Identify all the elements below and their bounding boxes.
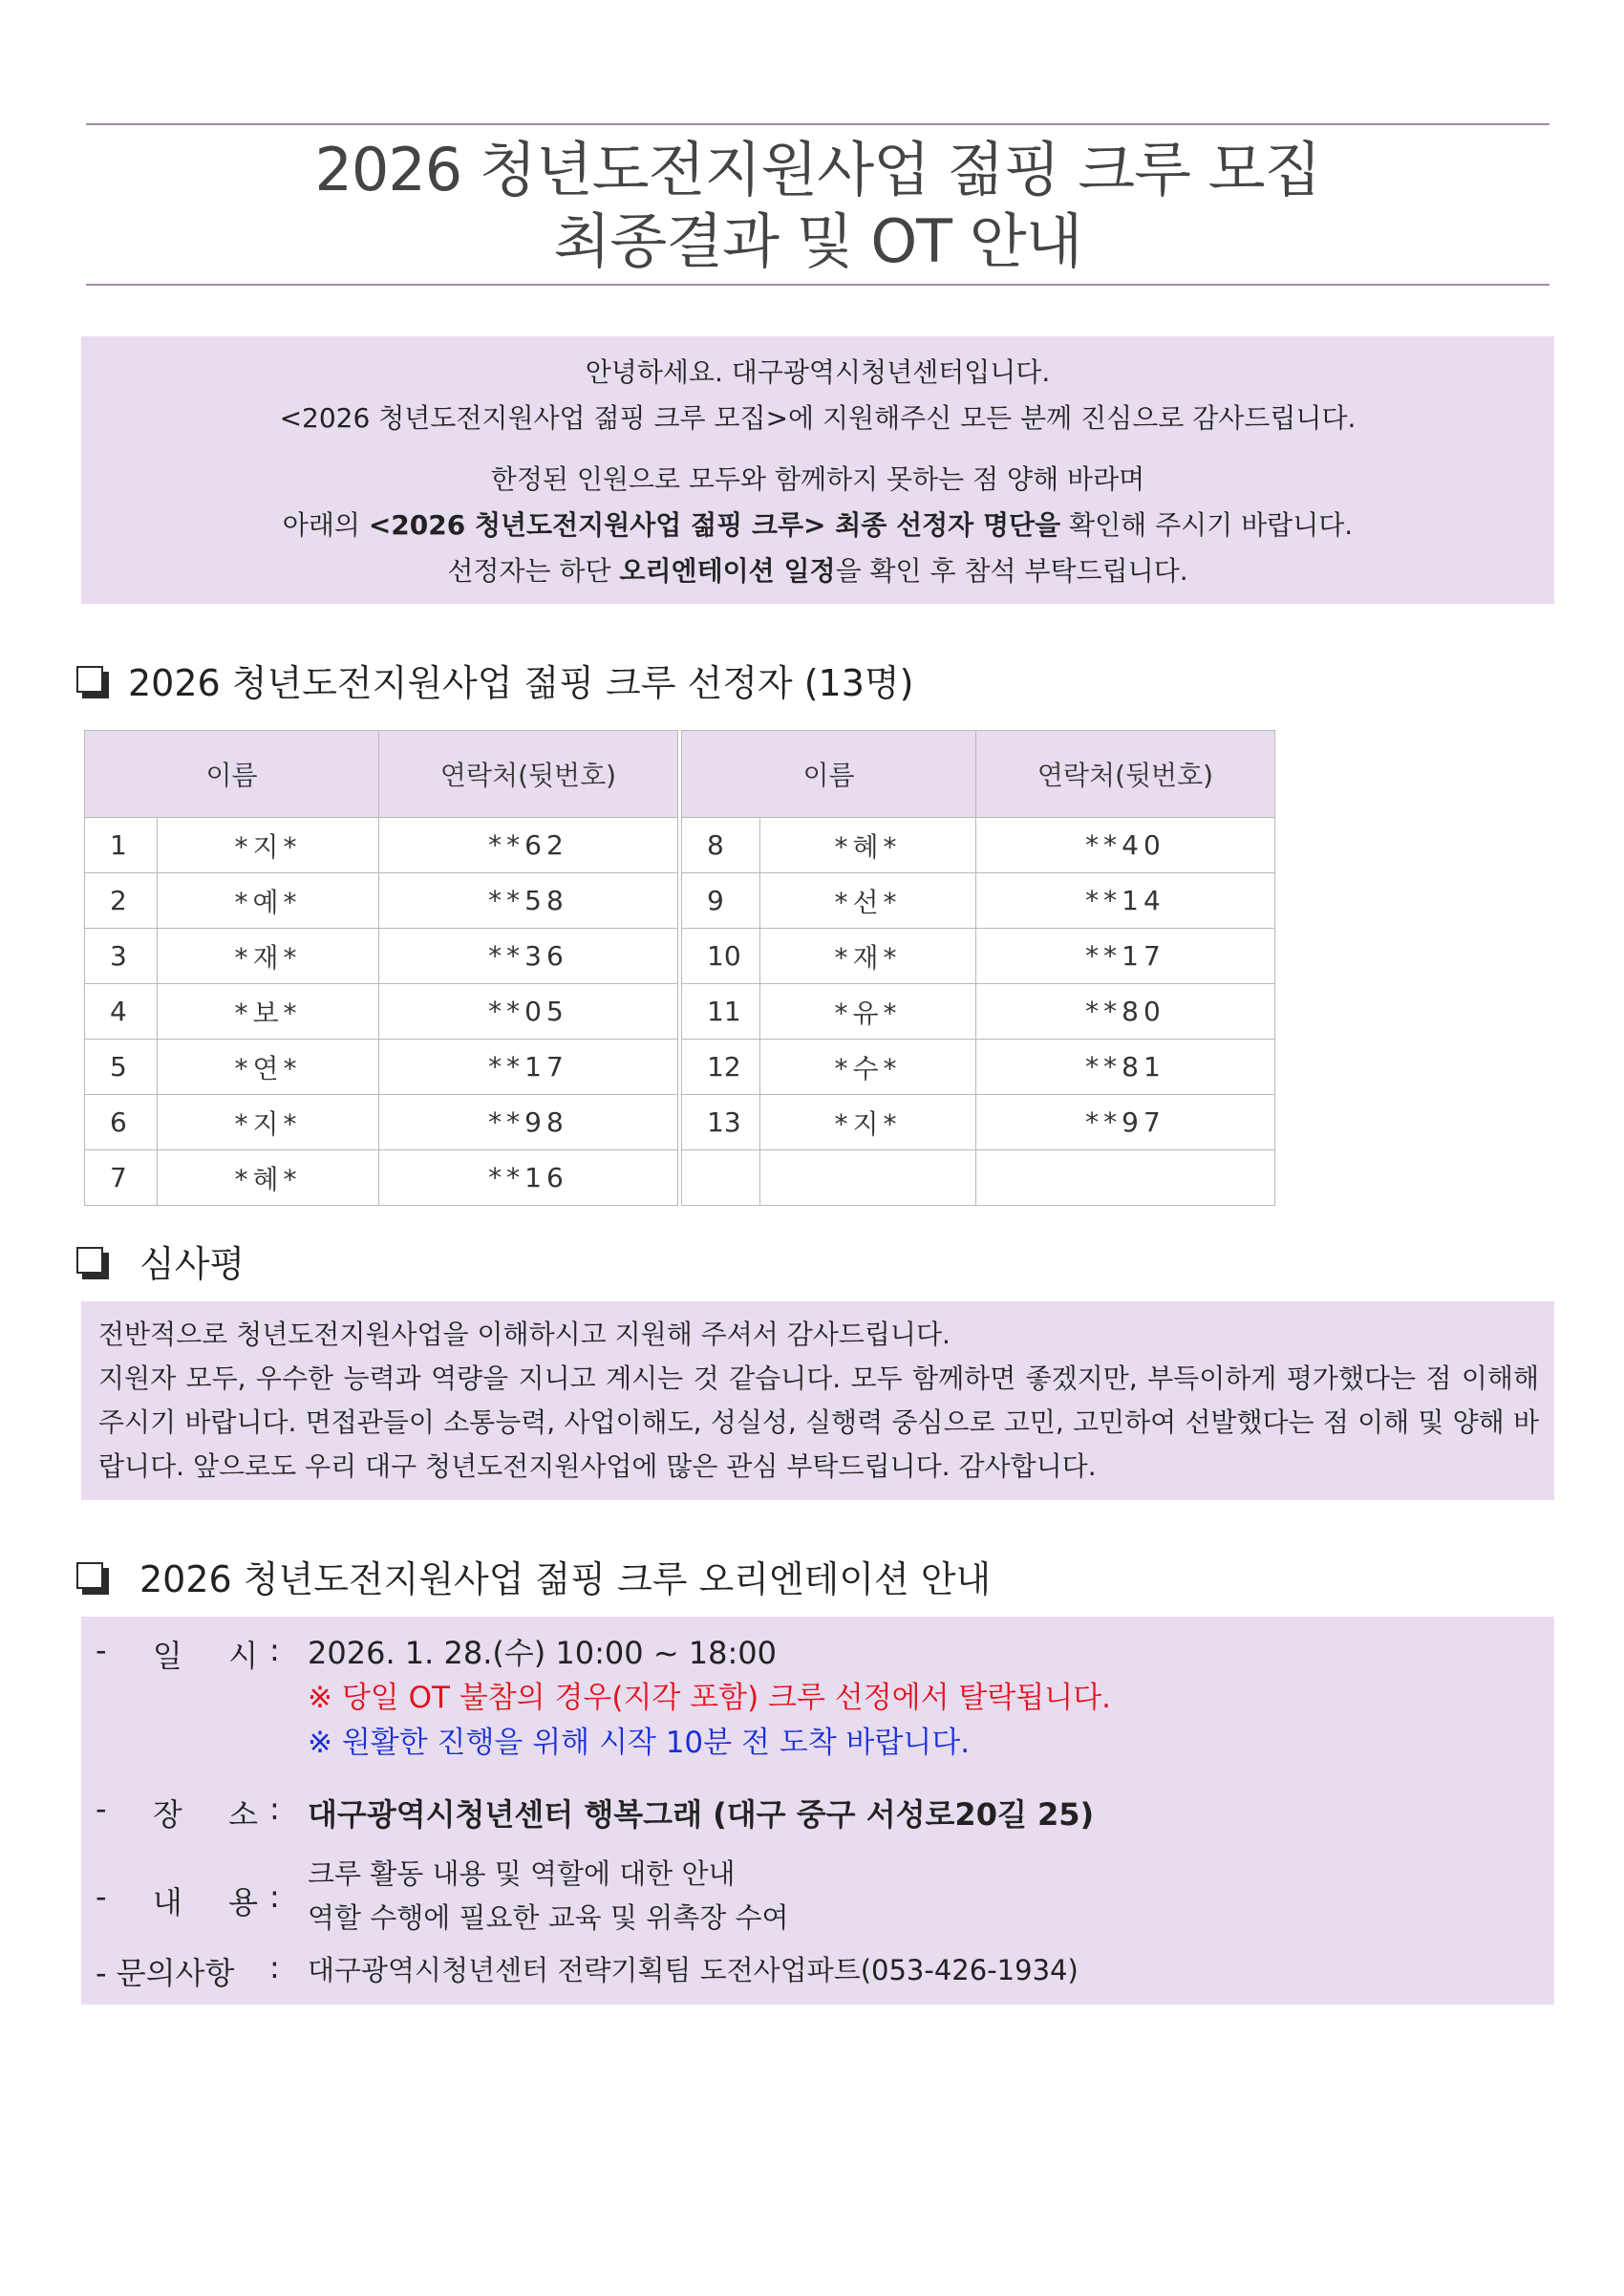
intro-line-3: 한정된 인원으로 모두와 함께하지 못하는 점 양해 바라며 xyxy=(490,463,1145,495)
row-phone: **81 xyxy=(976,1040,1275,1095)
ot-notice-absence: ※ 당일 OT 불참의 경우(지각 포함) 크루 선정에서 탈락됩니다. xyxy=(308,1681,1111,1715)
label-dash: - xyxy=(96,1791,107,1827)
ot-notice-arrival: ※ 원활한 진행을 위해 시작 10분 전 도착 바랍니다. xyxy=(308,1726,971,1760)
row-number: 1 xyxy=(85,818,158,873)
ot-date: 2026. 1. 28.(수) 10:00 ~ 18:00 xyxy=(308,1635,778,1671)
ot-place-value: 대구광역시청년센터 행복그래 (대구 중구 서성로20길 25) xyxy=(308,1796,1095,1833)
ot-heading-text: 2026 청년도전지원사업 젊핑 크루 오리엔테이션 안내 xyxy=(139,1558,992,1600)
ot-content-line-1: 크루 활동 내용 및 역할에 대한 안내 xyxy=(308,1857,736,1890)
ot-inquiry-value: 대구광역시청년센터 전략기획팀 도전사업파트(053-426-1934) xyxy=(308,1954,1079,1986)
row-phone: **40 xyxy=(976,818,1275,873)
row-number: 13 xyxy=(682,1095,760,1150)
label-char: 내 xyxy=(152,1884,182,1920)
row-number: 2 xyxy=(85,873,158,929)
review-heading-text: 심사평 xyxy=(139,1243,246,1285)
row-name: *예* xyxy=(158,873,379,929)
label-char: 소 xyxy=(228,1796,258,1833)
checkbox-square-icon xyxy=(76,1562,105,1591)
row-phone xyxy=(976,1150,1275,1206)
row-number: 8 xyxy=(682,818,760,873)
row-phone: **16 xyxy=(379,1150,678,1206)
ot-colon: : xyxy=(269,1632,280,1668)
title-bottom-rule xyxy=(86,284,1549,286)
table-row xyxy=(682,1095,1275,1150)
row-number: 12 xyxy=(682,1040,760,1095)
selected-table-left xyxy=(84,730,678,1206)
label-char: 시 xyxy=(228,1638,258,1674)
ot-heading xyxy=(76,1550,991,1602)
row-name: *보* xyxy=(158,984,379,1040)
table-row xyxy=(682,929,1275,984)
label-char: 일 xyxy=(152,1638,182,1674)
row-phone: **05 xyxy=(379,984,678,1040)
table-row xyxy=(85,1150,678,1206)
intro-line-4 xyxy=(81,503,1554,548)
ot-place-row xyxy=(96,1791,1094,1835)
row-name: *지* xyxy=(158,1095,379,1150)
checkbox-square-icon xyxy=(76,666,105,695)
selected-heading xyxy=(76,654,913,706)
row-name: *혜* xyxy=(760,818,976,873)
col-header-name: 이름 xyxy=(85,731,379,818)
row-name: *선* xyxy=(760,873,976,929)
row-name: *연* xyxy=(158,1040,379,1095)
row-number xyxy=(682,1150,760,1206)
selected-table-right xyxy=(681,730,1275,1206)
row-number: 6 xyxy=(85,1095,158,1150)
row-name: *재* xyxy=(760,929,976,984)
intro-line-5-pre: 선정자는 하단 xyxy=(447,555,620,587)
ot-date-value xyxy=(308,1632,1111,1764)
intro-box xyxy=(81,336,1554,604)
table-row xyxy=(682,818,1275,873)
table-row xyxy=(682,984,1275,1040)
table-header-row xyxy=(85,731,678,818)
row-name: *혜* xyxy=(158,1150,379,1206)
ot-colon: : xyxy=(269,1878,280,1915)
intro-line-4-pre: 아래의 xyxy=(282,509,369,541)
page-title-line2: 최종결과 및 OT 안내 xyxy=(553,206,1082,276)
ot-place-label xyxy=(96,1791,269,1835)
row-phone: **36 xyxy=(379,929,678,984)
page-title-line1: 2026 청년도전지원사업 젊핑 크루 모집 xyxy=(314,135,1321,204)
ot-content-line-2: 역할 수행에 필요한 교육 및 위촉장 수여 xyxy=(308,1901,789,1934)
intro-line-4-bold: <2026 청년도전지원사업 젊핑 크루> 최종 선정자 명단을 xyxy=(368,509,1061,541)
ot-content-label xyxy=(96,1878,269,1922)
label-char: 장 xyxy=(152,1796,182,1833)
row-phone: **98 xyxy=(379,1095,678,1150)
review-paragraph: 지원자 모두, 우수한 능력과 역량을 지니고 계시는 것 같습니다. 모두 함께하면 좋겠지만, 부득이하게 평가했다는 점 이해해 주시기 바랍니다. 면접관들이 소통능력, 사업이해도, 성실성, 실행력 중심으로 고민, 고민하여 선발했다는 점 이해 및 양해 바랍니다. 앞으로도 우리 대구 청년도전지원사업에 많은 관심 부탁드립니다. 감사합니다. xyxy=(98,1363,1539,1482)
intro-line-1: 안녕하세요. 대구광역시청년센터입니다. xyxy=(585,356,1051,388)
row-name: *재* xyxy=(158,929,379,984)
ot-date-row xyxy=(96,1632,1111,1764)
row-phone: **17 xyxy=(976,929,1275,984)
intro-line-5-bold: 오리엔테이션 일정 xyxy=(619,555,836,587)
table-header-row xyxy=(682,731,1275,818)
row-number: 3 xyxy=(85,929,158,984)
ot-colon: : xyxy=(269,1791,280,1827)
checkbox-square-icon xyxy=(76,1247,105,1276)
table-row xyxy=(682,873,1275,929)
row-name: *수* xyxy=(760,1040,976,1095)
intro-line-5 xyxy=(81,548,1554,594)
table-row xyxy=(85,1040,678,1095)
table-row xyxy=(85,1095,678,1150)
table-row xyxy=(85,873,678,929)
row-number: 9 xyxy=(682,873,760,929)
ot-inquiry-row xyxy=(96,1949,1079,1993)
ot-inquiry-label: - 문의사항 xyxy=(96,1955,235,1991)
row-phone: **62 xyxy=(379,818,678,873)
intro-line-4-post: 확인해 주시기 바랍니다. xyxy=(1060,509,1354,541)
col-header-name: 이름 xyxy=(682,731,976,818)
label-dash: - xyxy=(96,1878,107,1915)
row-phone: **17 xyxy=(379,1040,678,1095)
row-number: 5 xyxy=(85,1040,158,1095)
col-header-contact: 연락처(뒷번호) xyxy=(379,731,678,818)
row-phone: **80 xyxy=(976,984,1275,1040)
row-name: *유* xyxy=(760,984,976,1040)
title-top-rule xyxy=(86,123,1549,125)
row-number: 11 xyxy=(682,984,760,1040)
ot-date-label xyxy=(96,1632,269,1676)
selected-heading-text: 2026 청년도전지원사업 젊핑 크루 선정자 (13명) xyxy=(128,662,914,704)
label-char: 용 xyxy=(228,1884,258,1920)
row-phone: **97 xyxy=(976,1095,1275,1150)
row-number: 7 xyxy=(85,1150,158,1206)
row-phone: **58 xyxy=(379,873,678,929)
intro-line-2: <2026 청년도전지원사업 젊핑 크루 모집>에 지원해주신 모든 분께 진심으로 감사드립니다. xyxy=(279,402,1357,434)
ot-colon: : xyxy=(269,1949,280,1985)
table-row xyxy=(85,984,678,1040)
table-row xyxy=(85,929,678,984)
ot-content-row xyxy=(96,1852,789,1940)
row-name: *지* xyxy=(760,1095,976,1150)
label-dash: - xyxy=(96,1632,107,1668)
table-row xyxy=(682,1150,1275,1206)
row-number: 4 xyxy=(85,984,158,1040)
col-header-contact: 연락처(뒷번호) xyxy=(976,731,1275,818)
row-number: 10 xyxy=(682,929,760,984)
intro-line-5-post: 을 확인 후 참석 부탁드립니다. xyxy=(835,555,1188,587)
table-row xyxy=(85,818,678,873)
row-phone: **14 xyxy=(976,873,1275,929)
review-line-1: 전반적으로 청년도전지원사업을 이해하시고 지원해 주셔서 감사드립니다. xyxy=(98,1319,951,1350)
row-name xyxy=(760,1150,976,1206)
table-row xyxy=(682,1040,1275,1095)
ot-content-value xyxy=(308,1852,789,1940)
row-name: *지* xyxy=(158,818,379,873)
review-heading xyxy=(76,1234,245,1287)
review-box xyxy=(81,1301,1554,1500)
